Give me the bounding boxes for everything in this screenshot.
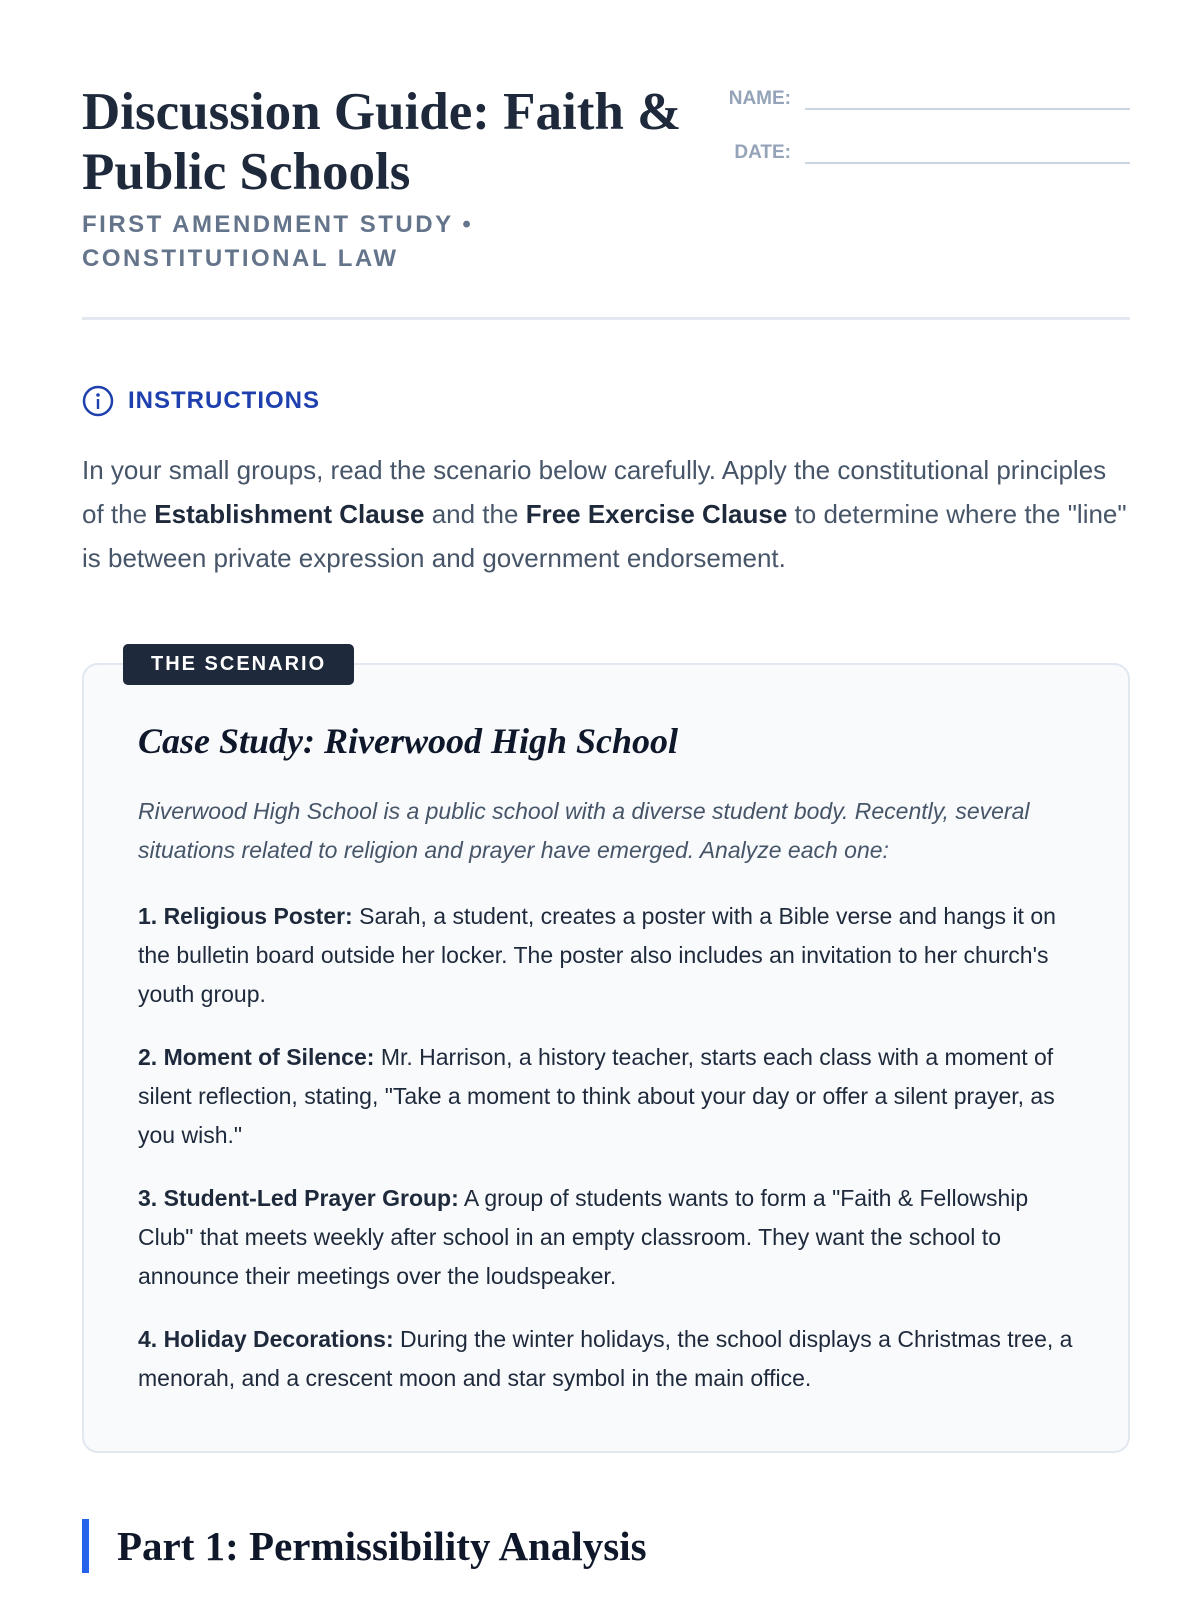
instr-text-part: to determine where the "line" is between private expression and government endorsement. [82, 499, 1127, 573]
item-label: 2. Moment of Silence: [138, 1044, 375, 1070]
scenario-item [138, 1038, 1078, 1155]
scenario-item [138, 1179, 1078, 1296]
item-label: 3. Student-Led Prayer Group: [138, 1185, 459, 1211]
info-icon [82, 385, 114, 417]
item-text: During the winter holidays, the school displays a Christmas tree, a menorah, and a crescent moon and star symbol in the main office. [138, 1326, 1073, 1391]
header [82, 0, 1130, 320]
instructions-text [82, 448, 1130, 580]
scenario-tag: THE SCENARIO [123, 644, 354, 685]
establishment-clause: Establishment Clause [154, 499, 425, 529]
page-title: Discussion Guide: Faith & Public Schools [82, 83, 682, 201]
name-input-line[interactable] [805, 82, 1130, 110]
date-input-line[interactable] [805, 136, 1130, 164]
item-text: A group of students wants to form a "Faith & Fellowship Club" that meets weekly after school in an empty classroom. They want the school to announce their meetings over the loudspeaker. [138, 1185, 1029, 1289]
date-label: DATE: [734, 142, 791, 163]
name-label: NAME: [728, 88, 791, 109]
case-study-title: Case Study: Riverwood High School [138, 721, 679, 761]
part1-heading: Part 1: Permissibility Analysis [82, 1519, 647, 1573]
item-label: 1. Religious Poster: [138, 903, 353, 929]
instr-text-part: In your small groups, read the scenario below carefully. Apply the constitutional principles of the [82, 455, 1107, 529]
scenario-item [138, 897, 1078, 1014]
subtitle: FIRST AMENDMENT STUDY • CONSTITUTIONAL LAW [82, 211, 474, 272]
name-field[interactable] [710, 82, 1130, 110]
worksheet [82, 0, 1130, 1569]
instr-text-part: and the [424, 499, 526, 529]
scenario-item [138, 1320, 1078, 1398]
item-text: Sarah, a student, creates a poster with a Bible verse and hangs it on the bulletin board outside her locker. The poster also includes an invitation to her church's youth group. [138, 903, 1056, 1007]
instructions-heading [82, 385, 320, 417]
case-intro: Riverwood High School is a public school with a diverse student body. Recently, several situations related to religion and prayer have emerged. Analyze each one: [138, 798, 1030, 863]
item-text: Mr. Harrison, a history teacher, starts each class with a moment of silent reflection, stating, "Take a moment to think about your day or offer a silent prayer, as you wish." [138, 1044, 1055, 1148]
free-exercise-clause: Free Exercise Clause [525, 499, 788, 529]
instructions-label: INSTRUCTIONS [128, 387, 320, 414]
date-field[interactable] [710, 136, 1130, 164]
item-label: 4. Holiday Decorations: [138, 1326, 394, 1352]
